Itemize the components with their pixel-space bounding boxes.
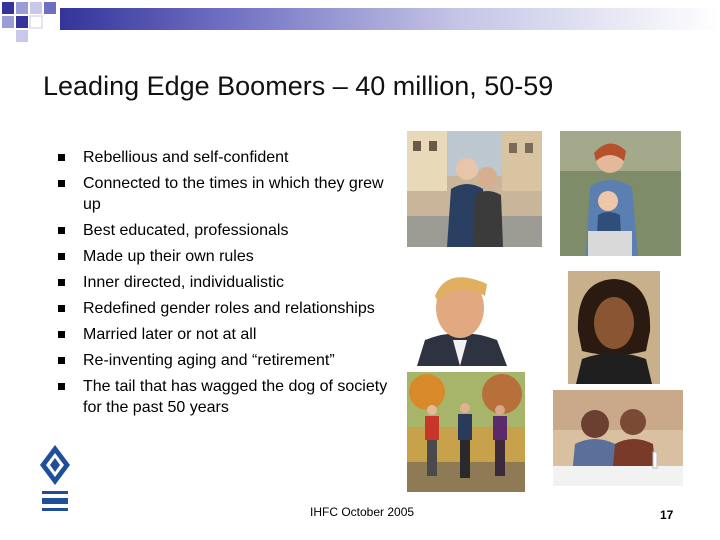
grandmother-child-photo: [560, 131, 681, 256]
diamond-logo-icon: [38, 443, 72, 523]
bullet-item: Best educated, professionals: [58, 220, 388, 241]
woman-portrait-photo: [568, 271, 660, 384]
square-bullet-icon: [58, 154, 65, 161]
bullet-item: Married later or not at all: [58, 324, 388, 345]
footer-text: IHFC October 2005: [310, 505, 415, 519]
square-bullet-icon: [58, 279, 65, 286]
square-bullet-icon: [58, 180, 65, 187]
square-bullet-icon: [58, 253, 65, 260]
bullet-item: Rebellious and self-confident: [58, 147, 388, 168]
couple-dining-photo: [553, 390, 683, 486]
square-bullet-icon: [58, 227, 65, 234]
page-number: 17: [660, 508, 674, 522]
man-portrait-photo: [407, 256, 513, 366]
bullet-item: Inner directed, individualistic: [58, 272, 388, 293]
bullet-item: Made up their own rules: [58, 246, 388, 267]
square-bullet-icon: [58, 331, 65, 338]
square-bullet-icon: [58, 357, 65, 364]
bullet-item: Connected to the times in which they grew up: [58, 173, 388, 215]
walkers-autumn-photo: [407, 372, 525, 492]
bullet-item: Re-inventing aging and “retirement”: [58, 350, 388, 371]
header-gradient-bar: [60, 8, 720, 30]
bullet-list: [58, 147, 388, 423]
bullet-item: Redefined gender roles and relationships: [58, 298, 388, 319]
couple-street-photo: [407, 131, 542, 247]
square-bullet-icon: [58, 305, 65, 312]
square-bullet-icon: [58, 383, 65, 390]
slide-title: Leading Edge Boomers – 40 million, 50-59: [43, 71, 554, 101]
bullet-item: The tail that has wagged the dog of society for the past 50 years: [58, 376, 388, 418]
